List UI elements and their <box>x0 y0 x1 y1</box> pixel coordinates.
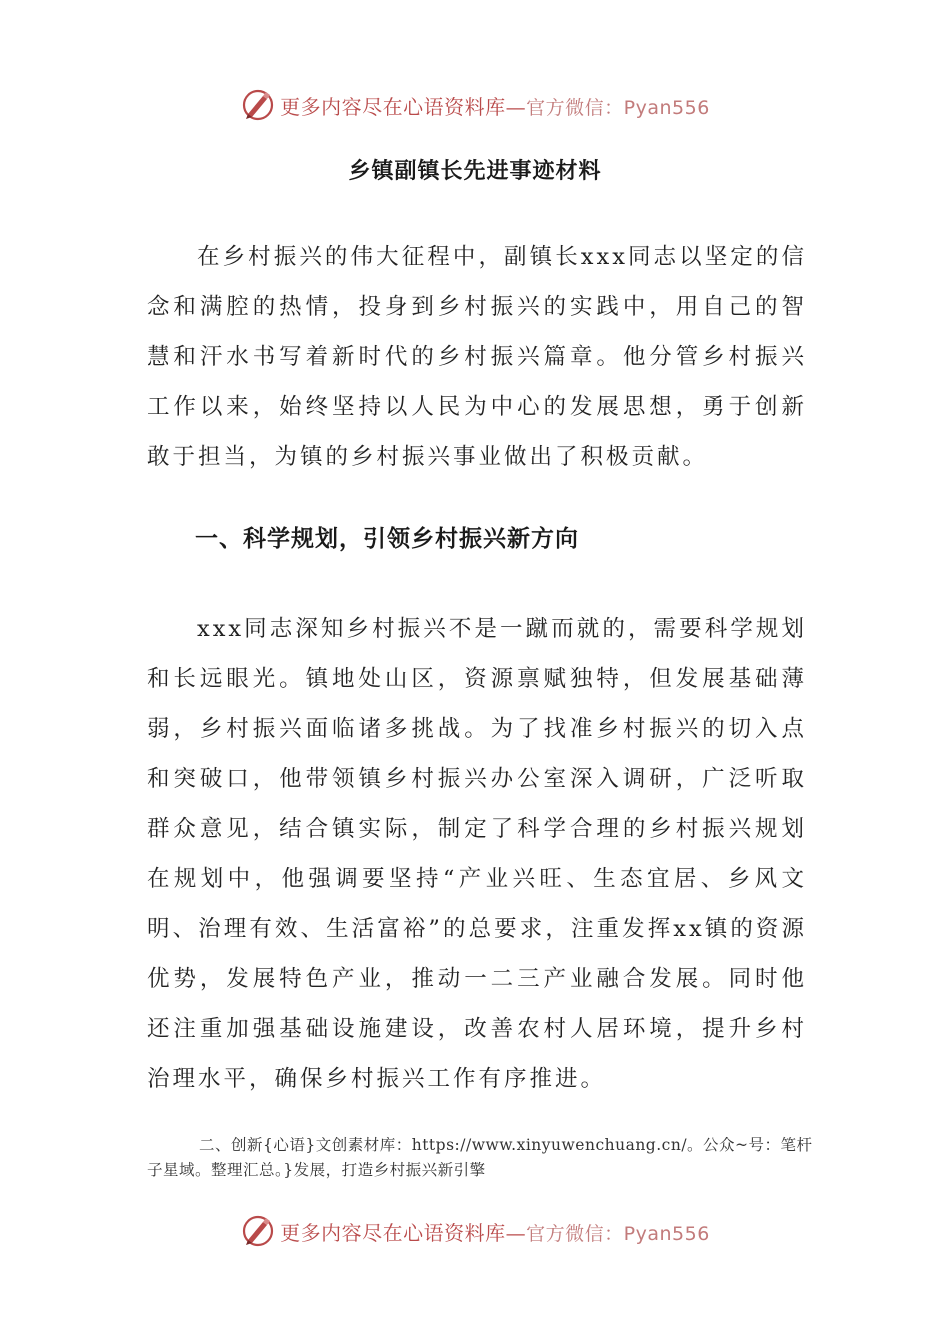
header-banner <box>0 82 950 128</box>
wechat-id: 官方微信：Pyan556 <box>526 96 710 119</box>
document-title: 乡镇副镇长先进事迹材料 <box>348 158 602 184</box>
intro-paragraph: 在乡村振兴的伟大征程中，副镇长xxx同志以坚定的信念和满腔的热情，投身到乡村振兴的实践中，用自己的智慧和汗水书写着新时代的乡村振兴篇章。他分管乡村振兴工作以来，始终坚持以人民为中心的发展思想，勇于创新敢于担当，为镇的乡村振兴事业做出了积极贡献。 <box>147 244 807 470</box>
section-heading-1: 一、科学规划，引领乡村振兴新方向 <box>195 525 579 552</box>
pen-logo-icon <box>240 1213 276 1249</box>
section-1-paragraph: xxx同志深知乡村振兴不是一蹴而就的，需要科学规划和长远眼光。镇地处山区，资源禀赋独特，但发展基础薄弱，乡村振兴面临诸多挑战。为了找准乡村振兴的切入点和突破口，他带领镇乡村振兴办公室深入调研，广泛听取群众意见，结合镇实际，制定了科学合理的乡村振兴规划在规划中，他强调要坚持“产业兴旺、生态宜居、乡风文明、治理有效、生活富裕”的总要求，注重发挥xx镇的资源优势，发展特色产业，推动一二三产业融合发展。同时他还注重加强基础设施建设，改善农村人居环境，提升乡村治理水平，确保乡村振兴工作有序推进。 <box>147 616 807 1092</box>
pen-logo-icon <box>240 87 276 123</box>
banner-text: 更多内容尽在心语资料库—官方微信：Pyan556 <box>280 1220 710 1245</box>
banner-text: 更多内容尽在心语资料库—官方微信：Pyan556 <box>280 94 710 119</box>
wechat-id: 官方微信：Pyan556 <box>526 1222 710 1245</box>
section-2-note: 二、创新{心语}文创素材库：https://www.xinyuwenchuang.cn/。公众~号：笔杆子星域。整理汇总。}发展，打造乡村振兴新引擎 <box>147 1136 813 1179</box>
footer-banner <box>0 1208 950 1254</box>
